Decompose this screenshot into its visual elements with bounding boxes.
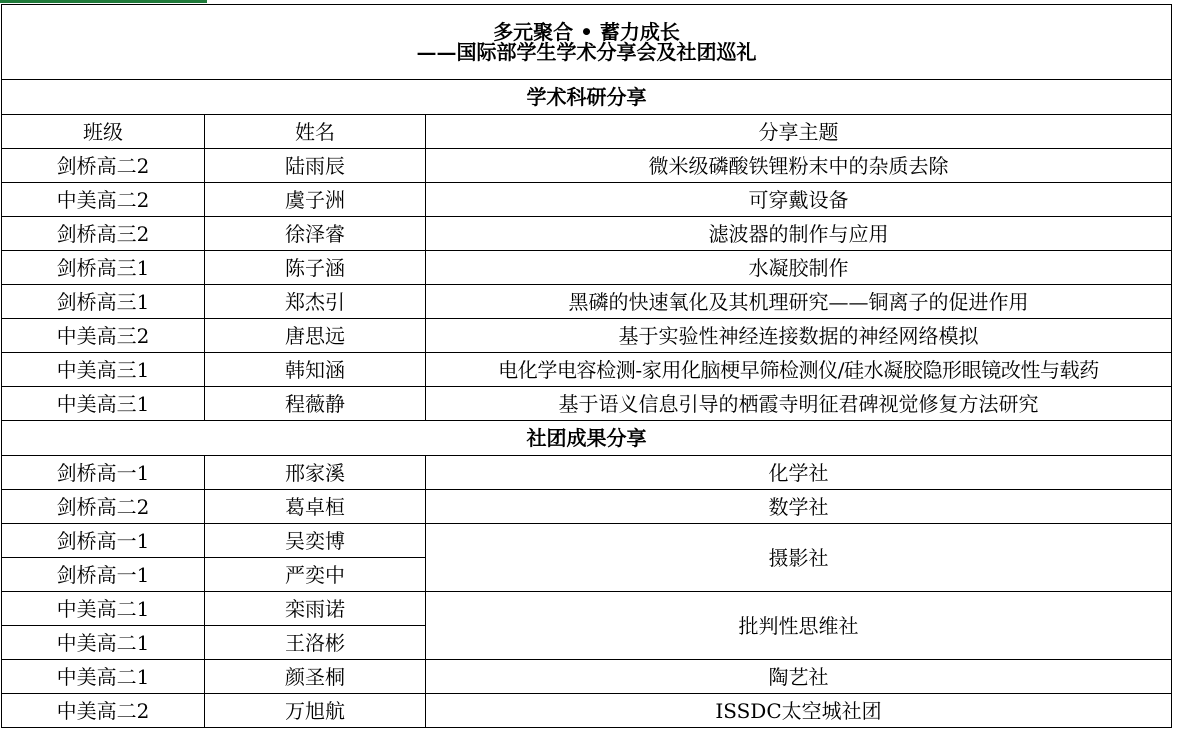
cell-name[interactable]: 陆雨辰 — [205, 149, 426, 183]
table-row — [2, 456, 1172, 490]
title-line-2: ——国际部学生学术分享会及社团巡礼 — [416, 40, 757, 64]
cell-name[interactable]: 郑杰引 — [205, 285, 426, 319]
cell-class[interactable]: 剑桥高三1 — [2, 285, 205, 319]
cell-club[interactable]: 数学社 — [426, 490, 1172, 524]
header-topic[interactable]: 分享主题 — [426, 115, 1172, 149]
cell-class[interactable]: 剑桥高二2 — [2, 490, 205, 524]
header-class[interactable]: 班级 — [2, 115, 205, 149]
table-row — [2, 183, 1172, 217]
cell-club[interactable]: 化学社 — [426, 456, 1172, 490]
cell-name[interactable]: 陈子涵 — [205, 251, 426, 285]
cell-topic[interactable]: 水凝胶制作 — [426, 251, 1172, 285]
cell-name[interactable]: 万旭航 — [205, 694, 426, 728]
cell-name[interactable]: 韩知涵 — [205, 353, 426, 387]
table-row — [2, 490, 1172, 524]
table-row — [2, 285, 1172, 319]
cell-club[interactable]: ISSDC太空城社团 — [426, 694, 1172, 728]
cell-topic[interactable]: 可穿戴设备 — [426, 183, 1172, 217]
title-line-1: 多元聚合 • 蓄力成长 — [493, 20, 680, 44]
cell-club[interactable]: 陶艺社 — [426, 660, 1172, 694]
cell-topic[interactable]: 电化学电容检测-家用化脑梗早筛检测仪/硅水凝胶隐形眼镜改性与载药 — [426, 353, 1172, 387]
schedule-table — [1, 4, 1172, 728]
cell-class[interactable]: 中美高二1 — [2, 660, 205, 694]
table-row — [2, 319, 1172, 353]
cell-topic[interactable]: 黑磷的快速氧化及其机理研究——铜离子的促进作用 — [426, 285, 1172, 319]
cell-name[interactable]: 徐泽睿 — [205, 217, 426, 251]
cell-name[interactable]: 王洛彬 — [205, 626, 426, 660]
cell-class[interactable]: 中美高二2 — [2, 183, 205, 217]
cell-topic[interactable]: 滤波器的制作与应用 — [426, 217, 1172, 251]
cell-topic[interactable]: 基于实验性神经连接数据的神经网络模拟 — [426, 319, 1172, 353]
cell-club[interactable]: 摄影社 — [426, 524, 1172, 592]
header-name[interactable]: 姓名 — [205, 115, 426, 149]
cell-name[interactable]: 严奕中 — [205, 558, 426, 592]
cell-class[interactable]: 中美高二1 — [2, 626, 205, 660]
cell-topic[interactable]: 微米级磷酸铁锂粉末中的杂质去除 — [426, 149, 1172, 183]
table-row — [2, 217, 1172, 251]
cell-topic[interactable]: 基于语义信息引导的栖霞寺明征君碑视觉修复方法研究 — [426, 387, 1172, 421]
cell-name[interactable]: 虞子洲 — [205, 183, 426, 217]
cell-class[interactable]: 剑桥高一1 — [2, 456, 205, 490]
table-row — [2, 524, 1172, 558]
cell-name[interactable]: 吴奕博 — [205, 524, 426, 558]
cell-name[interactable]: 栾雨诺 — [205, 592, 426, 626]
cell-club[interactable]: 批判性思维社 — [426, 592, 1172, 660]
cell-name[interactable]: 邢家溪 — [205, 456, 426, 490]
cell-class[interactable]: 剑桥高一1 — [2, 524, 205, 558]
cell-class[interactable]: 剑桥高三1 — [2, 251, 205, 285]
section-academic[interactable]: 学术科研分享 — [2, 80, 1172, 115]
table-row — [2, 387, 1172, 421]
section-club[interactable]: 社团成果分享 — [2, 421, 1172, 456]
cell-name[interactable]: 葛卓桓 — [205, 490, 426, 524]
table-row — [2, 592, 1172, 626]
cell-class[interactable]: 中美高二2 — [2, 694, 205, 728]
table-row — [2, 694, 1172, 728]
cell-class[interactable]: 剑桥高一1 — [2, 558, 205, 592]
title-cell[interactable] — [2, 5, 1172, 80]
cell-name[interactable]: 程薇静 — [205, 387, 426, 421]
cell-class[interactable]: 剑桥高二2 — [2, 149, 205, 183]
cell-class[interactable]: 中美高三2 — [2, 319, 205, 353]
cell-name[interactable]: 颜圣桐 — [205, 660, 426, 694]
table-row — [2, 149, 1172, 183]
cell-class[interactable]: 剑桥高三2 — [2, 217, 205, 251]
cell-class[interactable]: 中美高二1 — [2, 592, 205, 626]
cell-class[interactable]: 中美高三1 — [2, 353, 205, 387]
cell-name[interactable]: 唐思远 — [205, 319, 426, 353]
table-row — [2, 251, 1172, 285]
table-row — [2, 660, 1172, 694]
selection-indicator — [0, 0, 207, 3]
table-row — [2, 353, 1172, 387]
cell-class[interactable]: 中美高三1 — [2, 387, 205, 421]
